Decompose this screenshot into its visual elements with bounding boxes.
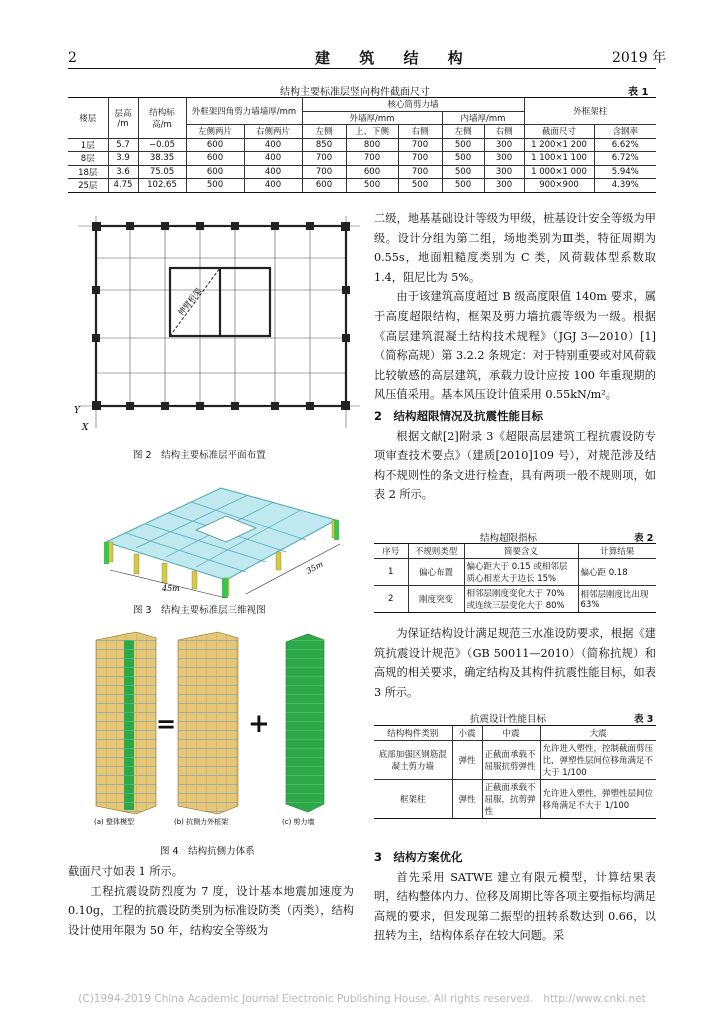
- table-row: 框架柱 弹性 正截面承载不屈服，抗剪弹性 允许进入塑性，弹塑性层间位移角满足不大于 1/100: [374, 780, 656, 819]
- table-row: 2 刚度突变 相邻层刚度变化大于 70% 或连续三层变化大于 80% 相邻层刚度比出现 63%: [374, 586, 656, 613]
- journal-title: 建 筑 结 构: [315, 49, 475, 67]
- left-line1: 截面尺寸如表 1 所示。: [68, 865, 183, 878]
- cnki-footer: (C)1994-2019 China Academic Journal Electronic Publishing House. All rights reserved. http://www.cnki.net: [78, 993, 646, 1005]
- t1-h-height: 层高 /m: [108, 98, 138, 139]
- section3-heading: 3 结构方案优化: [374, 850, 463, 864]
- table-row: 25层 4.75 102.65 500 400 600 500 500 500 300 900×900 4.39%: [68, 179, 656, 193]
- table-row: 8层 3.9 38.35 600 400 700 700 700 500 300 1 100×1 100 6.72%: [68, 152, 656, 166]
- table3: 结构构件类别 小震 中震 大震 底部加强区钢筋混凝土剪力墙 弹性 正截面承载不屈服抗剪弹性 允许进入塑性，控制截面剪压比，弹塑性层间位移角满足不大于 1/100 框架柱 弹性 正截面承载不屈服，抗剪弹性 允许进入塑性，弹塑性层间位移角满足不大于 1/100: [374, 725, 656, 819]
- fig4-caption: 图 4 结构抗侧力体系: [160, 846, 255, 857]
- fig2-brace-label: 伸臂桁架: [176, 286, 204, 318]
- t1-h-inner-wall: 内墙厚/mm: [442, 111, 524, 125]
- t1-h-core: 核心筒剪力墙: [302, 98, 524, 112]
- right-p1: 二级，地基基础设计等级为甲级，桩基设计安全等级为甲级。设计分组为第二组，场地类别为Ⅲ类，特征周期为 0.55s，地面粗糙度类别为 C 类，风荷载体型系数取 1.4，阻尼比为 5%。: [374, 212, 656, 284]
- fig3-dim-x: 45m: [162, 584, 180, 593]
- header-rule: [68, 68, 656, 69]
- left-para: 工程抗震设防烈度为 7 度，设计基本地震加速度为 0.10g，工程的抗震设防类别为标准设防类（丙类），结构设计使用年限为 50 年，结构安全等级为: [68, 884, 354, 937]
- t1-sub: 右侧: [484, 125, 524, 139]
- fig4-sub-a: (a) 整体模型: [94, 818, 134, 826]
- table-row: 1 偏心布置 偏心距大于 0.15 或相邻层质心相差大于边长 15% 偏心距 0.18: [374, 559, 656, 586]
- t1-sub: 左侧: [442, 125, 484, 139]
- table-row: 底部加强区钢筋混凝土剪力墙 弹性 正截面承载不屈服抗剪弹性 允许进入塑性，控制截面剪压比，弹塑性层间位移角满足不大于 1/100: [374, 741, 656, 780]
- table-row: 1层 5.7 −0.05 600 400 850 800 700 500 300 1 200×1 200 6.62%: [68, 138, 656, 152]
- table3-title: 抗震设计性能目标: [470, 714, 547, 725]
- fig3-dim-y: 35m: [304, 559, 325, 576]
- t1-h-floor: 楼层: [68, 98, 108, 139]
- t1-sub: 含钢率: [594, 125, 656, 139]
- journal-year: 2019 年: [612, 50, 667, 66]
- fig4-plus-sign: +: [248, 709, 270, 739]
- t1-sub: 截面尺寸: [524, 125, 594, 139]
- fig3-caption: 图 3 结构主要标准层三维视图: [133, 605, 266, 616]
- table-row: 18层 3.6 75.05 600 400 700 600 700 500 300 1 000×1 000 5.94%: [68, 165, 656, 179]
- table2-label: 表 2: [634, 533, 654, 544]
- page-number: 2: [68, 50, 77, 66]
- right-p3: 根据文献[2]附录 3《超限高层建筑工程抗震设防专项审查技术要点》（建质[2010]109 号），对规范涉及结构不规则性的条文进行检查，具有两项一般不规则项，如表 2 所示。: [374, 429, 656, 502]
- fig4-sub-c: (c) 剪力墙: [282, 818, 315, 826]
- left-column-text: [68, 862, 354, 940]
- table1: [68, 97, 656, 193]
- t1-h-column: 外框架柱: [524, 98, 656, 125]
- table1-label: 表 1: [628, 87, 649, 98]
- table2-title: 结构超限指标: [480, 533, 538, 544]
- t1-sub: 左侧: [302, 125, 346, 139]
- t1-sub: 上、下侧: [346, 125, 398, 139]
- fig2-plan-drawing: [70, 208, 360, 438]
- table2: 序号 不规则类型 简要含义 计算结果 1 偏心布置 偏心距大于 0.15 或相邻层质心相差大于边长 15% 偏心距 0.18 2 刚度突变 相邻层刚度变化大于 70% 或连续三层变化大于 80% 相邻层刚度比出现 63%: [374, 543, 656, 613]
- right-column-text-mid: [374, 624, 656, 702]
- table3-label: 表 3: [634, 714, 654, 725]
- t1-h-elev: 结构标 高/m: [138, 98, 186, 139]
- right-p5: 首先采用 SATWE 建立有限元模型，计算结果表明，结构整体内力、位移及周期比等各项主要指标均满足高规的要求，但发现第二振型的扭转系数达到 0.66，以扭转为主，结构体系存在较大问题。采: [374, 870, 656, 943]
- fig4-lateral-drawing: [86, 622, 346, 828]
- t1-h-outer: 外框架四角剪力墙墙厚/mm: [186, 98, 302, 125]
- right-p2: 由于该建筑高度超过 B 级高度限值 140m 要求，属于高度超限结构，框架及剪力墙抗震等级为一级。根据《高层建筑混凝土结构技术规程》（JGJ 3—2010）[1]（简称高规）第 3.2.2 条规定：对于特别重要或对风荷载比较敏感的高层建筑，承载力设计应按 100 年重现期的风压值采用。基本风压设计值采用 0.55kN/m²。: [374, 290, 656, 402]
- fig2-axis-x: X: [82, 423, 89, 433]
- t1-sub: 左侧两片: [186, 125, 244, 139]
- fig2-caption: 图 2 结构主要标准层平面布置: [133, 450, 266, 461]
- fig4-sub-b: (b) 抗侧力外框架: [174, 818, 229, 826]
- t1-sub: 右侧: [398, 125, 442, 139]
- t1-h-outer-wall: 外墙厚/mm: [302, 111, 442, 125]
- right-p4: 为保证结构设计满足规范三水准设防要求，根据《建筑抗震设计规范》（GB 50011—2010）（简称抗规）和高规的相关要求，确定结构及其构件抗震性能目标，如表 3 所示。: [374, 627, 656, 699]
- fig3-3d-drawing: [96, 470, 346, 600]
- t1-sub: 右侧两片: [244, 125, 302, 139]
- section2-heading: 2 结构超限情况及抗震性能目标: [374, 408, 543, 423]
- right-column-text-bottom: [374, 848, 656, 946]
- fig2-axis-y: Y: [74, 406, 80, 416]
- right-column-text-top: [374, 209, 656, 505]
- fig4-equal-sign: =: [156, 709, 177, 738]
- table1-title: 结构主要标准层竖向构件截面尺寸: [280, 87, 430, 98]
